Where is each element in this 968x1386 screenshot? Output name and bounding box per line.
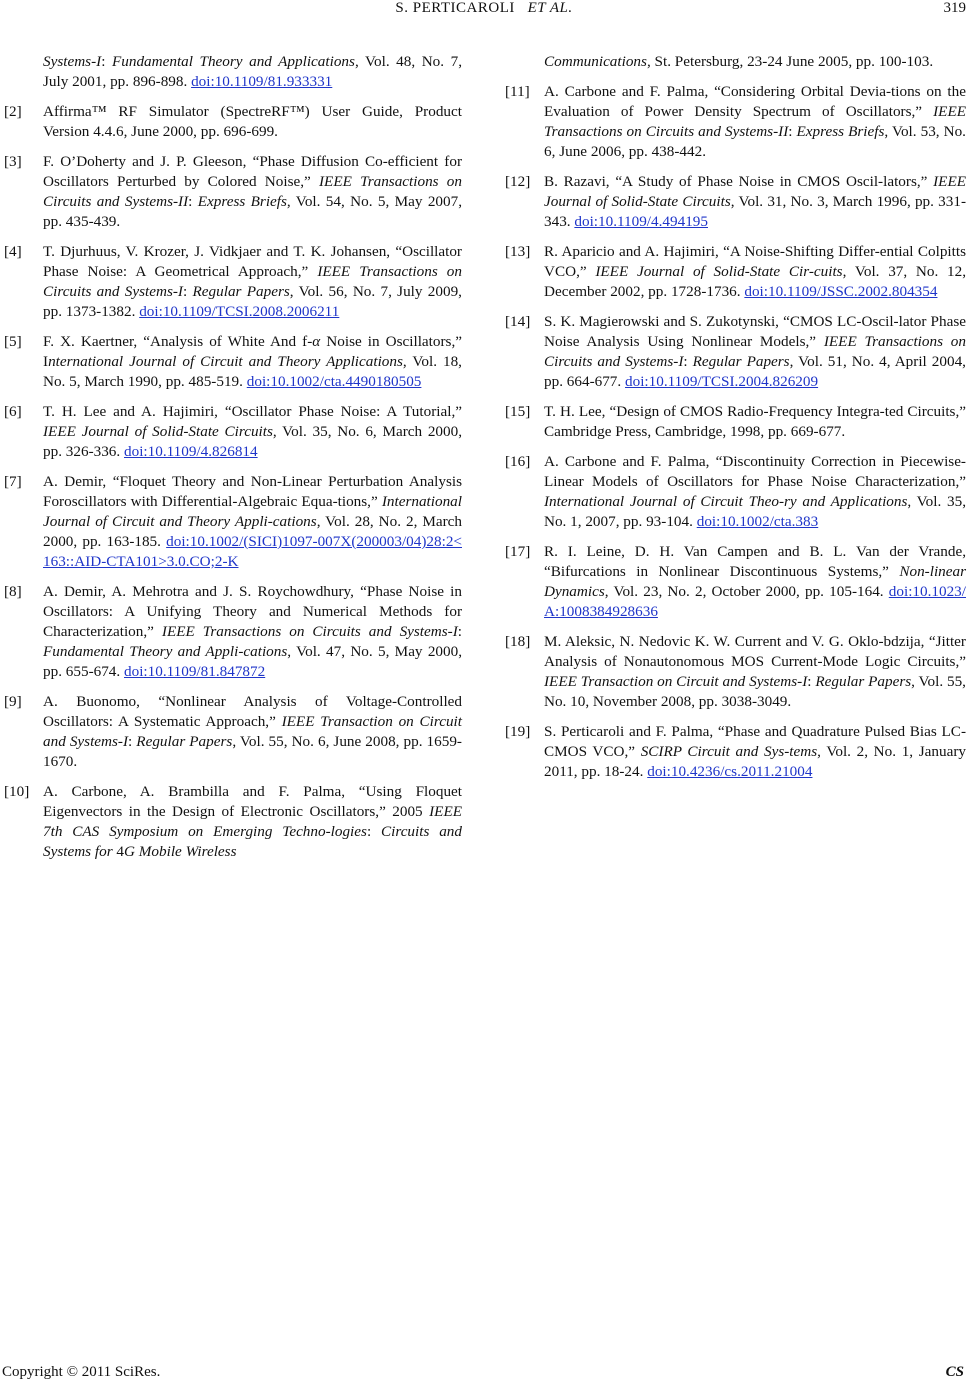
doi-link[interactable]: doi:10.1109/4.494195 bbox=[574, 213, 708, 230]
reference-entry bbox=[505, 172, 966, 232]
reference-segment: T. H. Lee and A. Hajimiri, “Oscillator Phase Noise: A Tutorial,” bbox=[43, 403, 462, 420]
doi-link[interactable]: doi:10.1002/(SICI)1097-007X(200003/04)28:2<163::AID-CTA101>3.0.CO;2-K bbox=[43, 533, 462, 570]
reference-number: [17] bbox=[505, 543, 531, 560]
doi-link[interactable]: doi:10.1109/JSSC.2002.804354 bbox=[744, 283, 938, 300]
reference-segment: R. I. Leine, D. H. Van Campen and B. L. Van der Vrande, “Bifurcations in Nonlinear Discontinuous Systems,” bbox=[544, 543, 966, 580]
reference-entry bbox=[505, 242, 966, 302]
reference-segment: , Vol. 55, No. 10, November 2008, pp. 3038-3049. bbox=[544, 673, 966, 710]
reference-segment: , Vol. 56, No. 7, July 2009, pp. 1373-1382. bbox=[43, 283, 462, 320]
reference-italic-segment: Express Briefs bbox=[197, 193, 287, 210]
reference-segment: , Vol. 28, No. 2, March 2000, pp. 163-185. bbox=[43, 513, 462, 550]
reference-segment: , Vol. 53, No. 6, June 2006, pp. 438-442. bbox=[544, 123, 966, 160]
reference-segment: : bbox=[457, 623, 462, 640]
doi-link[interactable]: doi:10.1023/A:1008384928636 bbox=[544, 583, 966, 620]
doi-link[interactable]: doi:10.1109/TCSI.2008.2006211 bbox=[139, 303, 340, 320]
reference-italic-segment: Fundamental Theory and Appli-cations bbox=[43, 643, 288, 660]
reference-text bbox=[544, 632, 966, 712]
reference-italic-segment: Circuits and Systems for bbox=[43, 823, 462, 860]
reference-number: [7] bbox=[4, 473, 22, 490]
reference-segment: , Vol. 35, No. 6, March 2000, pp. 326-336. bbox=[43, 423, 462, 460]
reference-italic-segment: International Journal of Circuit Theo-ry and Applications bbox=[544, 493, 908, 510]
reference-entry bbox=[505, 452, 966, 532]
reference-segment: : bbox=[182, 283, 193, 300]
reference-segment: , Vol. 23, No. 2, October 2000, pp. 105-164. bbox=[604, 583, 889, 600]
reference-entry bbox=[4, 582, 462, 682]
reference-segment: , Vol. 54, No. 5, May 2007, pp. 435-439. bbox=[43, 193, 462, 230]
reference-text bbox=[544, 722, 966, 782]
reference-segment: A. Carbone, A. Brambilla and F. Palma, “Using Floquet Eigenvectors in the Design of Electronic Oscillators,” 2005 bbox=[43, 783, 462, 820]
reference-italic-segment: SCIRP Circuit and Sys-tems bbox=[640, 743, 818, 760]
left-column bbox=[4, 52, 462, 872]
reference-italic-segment: IEEE 7th CAS Symposium on Emerging Techno-logies bbox=[43, 803, 462, 840]
reference-text bbox=[544, 402, 966, 442]
journal-abbrev: CS bbox=[945, 1364, 964, 1380]
reference-entry bbox=[4, 102, 462, 142]
reference-number: [18] bbox=[505, 633, 531, 650]
reference-entry bbox=[4, 782, 462, 862]
reference-entry bbox=[4, 692, 462, 772]
reference-number: [13] bbox=[505, 243, 531, 260]
doi-link[interactable]: doi:10.1109/4.826814 bbox=[124, 443, 258, 460]
reference-entry bbox=[4, 332, 462, 392]
reference-text bbox=[43, 472, 462, 572]
reference-italic-segment: IEEE Transactions on Circuits and Systems-II bbox=[43, 173, 462, 210]
doi-link[interactable]: doi:10.4236/cs.2011.21004 bbox=[647, 763, 813, 780]
reference-italic-segment: Express Briefs bbox=[796, 123, 885, 140]
reference-segment: , Vol. 31, No. 3, March 1996, pp. 331-343. bbox=[544, 193, 966, 230]
reference-text bbox=[544, 542, 966, 622]
reference-segment: A. Demir, A. Mehrotra and J. S. Roychowdhury, “Phase Noise in Oscillators: A Unifying Theory and Numerical Methods for Characterization,” bbox=[43, 583, 462, 640]
reference-text bbox=[43, 692, 462, 772]
reference-italic-segment: Fundamental Theory and Applications bbox=[111, 53, 355, 70]
reference-number: [3] bbox=[4, 153, 22, 170]
page-number: 319 bbox=[943, 0, 966, 16]
reference-entry bbox=[505, 312, 966, 392]
reference-segment: , Vol. 55, No. 6, June 2008, pp. 1659-1670. bbox=[43, 733, 462, 770]
reference-italic-segment: Communications bbox=[544, 53, 647, 70]
reference-segment: T. H. Lee, “Design of CMOS Radio-Frequency Integra-ted Circuits,” Cambridge Press, Cambridge, 1998, pp. 669-677. bbox=[544, 403, 966, 440]
reference-text bbox=[544, 82, 966, 162]
reference-italic-segment: Regular Papers bbox=[815, 673, 912, 690]
reference-number: [9] bbox=[4, 693, 22, 710]
reference-entry bbox=[505, 52, 966, 72]
reference-number: [5] bbox=[4, 333, 22, 350]
reference-number: [6] bbox=[4, 403, 22, 420]
reference-segment: : bbox=[366, 823, 381, 840]
copyright-notice: Copyright © 2011 SciRes. bbox=[2, 1364, 161, 1380]
reference-entry bbox=[505, 632, 966, 712]
reference-entry bbox=[4, 242, 462, 322]
reference-segment: S. Perticaroli and F. Palma, “Phase and Quadrature Pulsed Bias LC-CMOS VCO,” bbox=[544, 723, 966, 760]
reference-segment: , Vol. 37, No. 12, December 2002, pp. 1728-1736. bbox=[544, 263, 967, 300]
reference-segment: , St. Petersburg, 23-24 June 2005, pp. 100-103. bbox=[646, 53, 934, 70]
reference-text bbox=[544, 52, 966, 72]
reference-segment: B. Razavi, “A Study of Phase Noise in CMOS Oscil-lators,” bbox=[544, 173, 934, 190]
reference-segment: : bbox=[683, 353, 693, 370]
reference-entry bbox=[4, 472, 462, 572]
reference-entry bbox=[505, 82, 966, 162]
reference-number: [19] bbox=[505, 723, 531, 740]
reference-segment: 4 bbox=[112, 843, 124, 860]
reference-number: [10] bbox=[4, 783, 30, 800]
reference-segment: : bbox=[788, 123, 797, 140]
reference-segment: , Vol. 48, No. 7, July 2001, pp. 896-898. bbox=[43, 53, 463, 90]
right-column bbox=[505, 52, 966, 792]
reference-number: [14] bbox=[505, 313, 531, 330]
reference-segment: T. Djurhuus, V. Krozer, J. Vidkjaer and T. K. Johansen, “Oscillator Phase Noise: A Geometrical Approach,” bbox=[43, 243, 462, 280]
reference-italic-segment: nternational Journal of Circuit and Theory Applications bbox=[48, 353, 403, 370]
reference-number: [12] bbox=[505, 173, 531, 190]
reference-number: [2] bbox=[4, 103, 22, 120]
reference-text bbox=[43, 402, 462, 462]
reference-segment: F. X. Kaertner, “Analysis of White And f- bbox=[43, 333, 313, 350]
reference-segment: , Vol. 51, No. 4, April 2004, pp. 664-677. bbox=[544, 353, 966, 390]
reference-text bbox=[544, 312, 966, 392]
reference-text bbox=[43, 582, 462, 682]
header-title bbox=[0, 0, 968, 17]
doi-link[interactable]: doi:10.1109/TCSI.2004.826209 bbox=[625, 373, 819, 390]
reference-segment: , Vol. 47, No. 5, May 2000, pp. 655-674. bbox=[43, 643, 462, 680]
doi-link[interactable]: doi:10.1002/cta.4490180505 bbox=[246, 373, 422, 390]
reference-segment: R. Aparicio and A. Hajimiri, “A Noise-Shifting Differ-ential Colpitts VCO,” bbox=[544, 243, 966, 280]
reference-segment: S. K. Magierowski and S. Zukotynski, “CMOS LC-Oscil-lator Phase Noise Analysis Using Nonlinear Models,” bbox=[544, 313, 966, 350]
reference-number: [16] bbox=[505, 453, 531, 470]
reference-italic-segment: IEEE Transactions on Circuits and Systems-II bbox=[544, 103, 966, 140]
reference-text bbox=[43, 332, 462, 392]
reference-italic-segment: Regular Papers bbox=[192, 283, 290, 300]
reference-text bbox=[43, 52, 462, 92]
reference-segment: : bbox=[188, 193, 198, 210]
header-authors: S. PERTICAROLI bbox=[395, 0, 515, 16]
reference-italic-segment: G Mobile Wireless bbox=[124, 843, 237, 860]
reference-segment: A. Carbone and F. Palma, “Discontinuity Correction in Piecewise-Linear Models of Oscillators for Phase Noise Characterization,” bbox=[544, 453, 966, 490]
reference-italic-segment: IEEE Transaction on Circuit and Systems-I bbox=[43, 713, 463, 750]
reference-text bbox=[43, 782, 462, 862]
reference-segment: , Vol. 2, No. 1, January 2011, pp. 18-24. bbox=[544, 743, 966, 780]
reference-segment: : bbox=[128, 733, 137, 750]
reference-segment: : bbox=[807, 673, 816, 690]
reference-entry bbox=[505, 402, 966, 442]
reference-text bbox=[43, 102, 462, 142]
reference-segment: , Vol. 35, No. 1, 2007, pp. 93-104. bbox=[544, 493, 966, 530]
reference-italic-segment: IEEE Transactions on Circuits and Systems-I bbox=[43, 263, 462, 300]
header-etal: ET AL. bbox=[527, 0, 573, 16]
reference-segment: , Vol. 18, No. 5, March 1990, pp. 485-519. bbox=[43, 353, 462, 390]
reference-segment: : bbox=[101, 53, 112, 70]
reference-italic-segment: Systems-I bbox=[43, 53, 102, 70]
reference-italic-segment: IEEE Transactions on Circuits and Systems-I bbox=[161, 623, 458, 640]
reference-italic-segment: Regular Papers bbox=[692, 353, 790, 370]
reference-number: [11] bbox=[505, 83, 530, 100]
reference-text bbox=[544, 242, 966, 302]
reference-text bbox=[43, 152, 462, 232]
reference-text bbox=[43, 242, 462, 322]
reference-entry bbox=[505, 542, 966, 622]
reference-entry bbox=[4, 152, 462, 232]
reference-number: [4] bbox=[4, 243, 22, 260]
doi-link[interactable]: doi:10.1002/cta.383 bbox=[696, 513, 819, 530]
running-header bbox=[0, 0, 968, 30]
reference-segment: Noise in Oscillators,” I bbox=[43, 333, 462, 370]
reference-italic-segment: Non-linear Dynamics bbox=[544, 563, 966, 600]
reference-segment: M. Aleksic, N. Nedovic K. W. Current and V. G. Oklo-bdzija, “Jitter Analysis of Nonautonomous MOS Current-Mode Logic Circuits,” bbox=[544, 633, 966, 670]
reference-segment: A. Buonomo, “Nonlinear Analysis of Voltage-Controlled Oscillators: A Systematic Approach,” bbox=[43, 693, 462, 730]
reference-number: [8] bbox=[4, 583, 22, 600]
reference-segment: Affirma™ RF Simulator (SpectreRF™) User Guide, Product Version 4.4.6, June 2000, pp. 696-699. bbox=[43, 103, 462, 140]
reference-text bbox=[544, 172, 966, 232]
reference-italic-segment: International Journal of Circuit and Theory Appli-cations bbox=[43, 493, 462, 530]
reference-italic-segment: IEEE Journal of Solid-State Cir-cuits bbox=[595, 263, 843, 280]
reference-italic-segment: IEEE Transaction on Circuit and Systems-I bbox=[544, 673, 808, 690]
reference-italic-segment: IEEE Transactions on Circuits and Systems-I bbox=[544, 333, 966, 370]
reference-italic-segment: IEEE Journal of Solid-State Circuits bbox=[43, 423, 273, 440]
reference-entry bbox=[4, 402, 462, 462]
reference-segment: F. O’Doherty and J. P. Gleeson, “Phase Diffusion Co-efficient for Oscillators Perturbed by Colored Noise,” bbox=[43, 153, 462, 190]
reference-segment: A. Demir, “Floquet Theory and Non-Linear Perturbation Analysis Foroscillators with Differential-Algebraic Equa-tions,” bbox=[43, 473, 462, 510]
reference-italic-segment: IEEE Journal of Solid-State Circuits bbox=[544, 173, 966, 210]
reference-entry bbox=[4, 52, 462, 92]
reference-text bbox=[544, 452, 966, 532]
doi-link[interactable]: doi:10.1109/81.933331 bbox=[191, 73, 333, 90]
doi-link[interactable]: doi:10.1109/81.847872 bbox=[124, 663, 266, 680]
reference-entry bbox=[505, 722, 966, 782]
reference-italic-segment: α bbox=[312, 333, 321, 350]
reference-number: [15] bbox=[505, 403, 531, 420]
reference-segment: A. Carbone and F. Palma, “Considering Orbital Devia-tions on the Evaluation of Power Density Spectrum of Oscillators,” bbox=[544, 83, 966, 120]
reference-italic-segment: Regular Papers bbox=[136, 733, 233, 750]
